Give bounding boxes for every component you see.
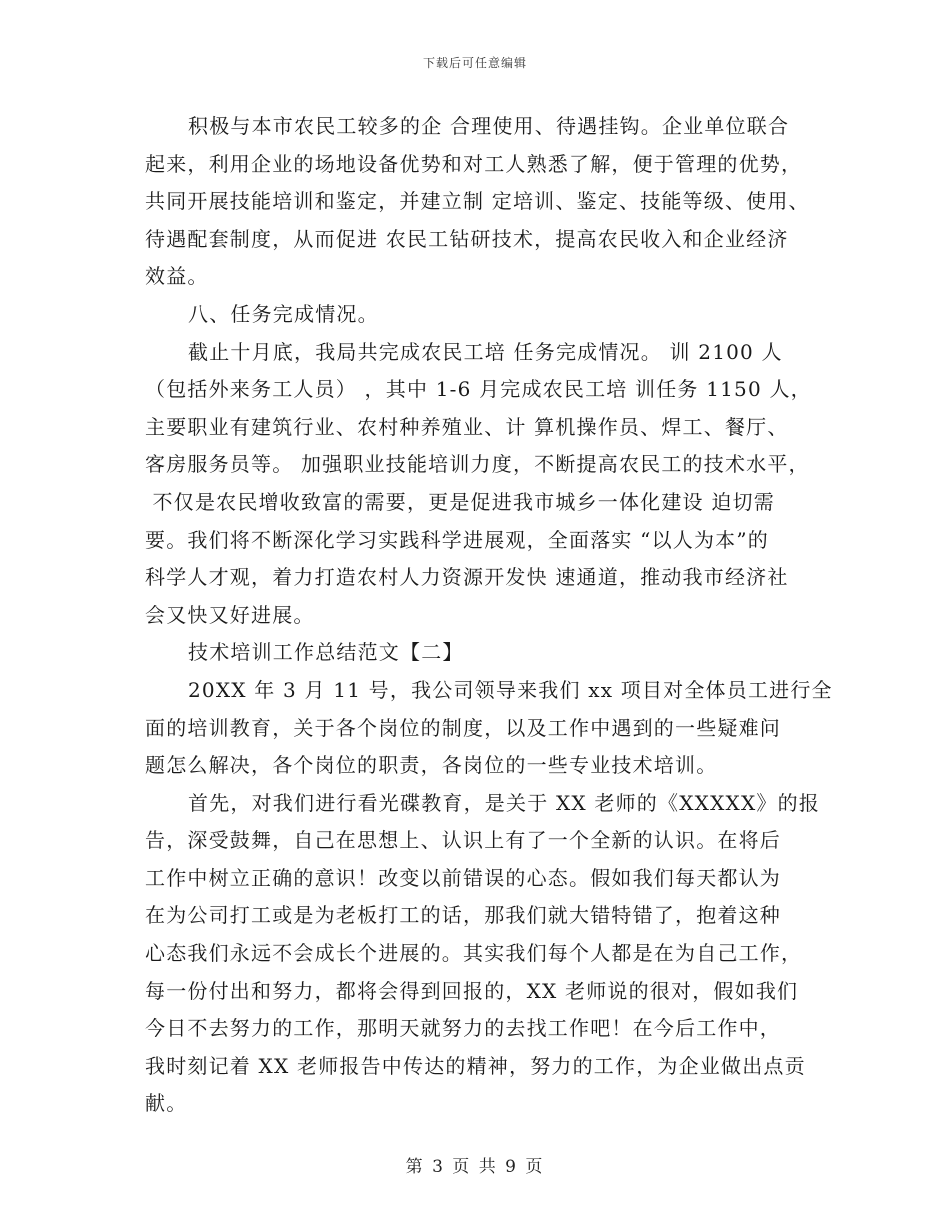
body-line: 告，深受鼓舞，自己在思想上、认识上有了一个全新的认识。在将后 bbox=[145, 828, 781, 853]
body-line: 会又快又好进展。 bbox=[145, 602, 315, 627]
body-line: 在为公司打工或是为老板打工的话，那我们就大错特错了，抱着这种 bbox=[145, 903, 781, 928]
body-line: 待遇配套制度，从而促进 农民工钻研技术，提高农民收入和企业经济 bbox=[145, 226, 789, 251]
page-number: 第 3 页 共 9 页 bbox=[405, 1157, 545, 1177]
body-line: 效益。 bbox=[145, 264, 209, 289]
body-line: 客房服务员等。 加强职业技能培训力度，不断提高农民工的技术水平， bbox=[145, 452, 810, 477]
body-line: 今日不去努力的工作，那明天就努力的去找工作吧！在今后工作中， bbox=[145, 1016, 781, 1041]
section-heading: 八、任务完成情况。 bbox=[188, 301, 379, 326]
body-line: 要。我们将不断深化学习实践科学进展观，全面落实 “以人为本”的 bbox=[145, 527, 770, 552]
page-header: 下载后可任意编辑 bbox=[422, 56, 527, 70]
body-line: 心态我们永远不会成长个进展的。其实我们每个人都是在为自己工作， bbox=[145, 941, 803, 966]
body-line: 起来，利用企业的场地设备优势和对工人熟悉了解，便于管理的优势， bbox=[145, 151, 803, 176]
body-line: 科学人才观，着力打造农村人力资源开发快 速通道，推动我市经济社 bbox=[145, 565, 789, 590]
body-line: 工作中树立正确的意识！改变以前错误的心态。假如我们每天都认为 bbox=[145, 865, 781, 890]
body-line: 主要职业有建筑行业、农村种养殖业、计 算机操作员、焊工、餐厅、 bbox=[145, 414, 789, 439]
section-title: 技术培训工作总结范文【二】 bbox=[188, 640, 464, 665]
body-line: 不仅是农民增收致富的需要，更是促进我市城乡一体化建设 迫切需 bbox=[145, 489, 775, 514]
body-line: 积极与本市农民工较多的企 合理使用、待遇挂钩。企业单位联合 bbox=[188, 114, 790, 138]
body-line: 每一份付出和努力，都将会得到回报的，XX 老师说的很对，假如我们 bbox=[145, 978, 799, 1003]
body-line: 20XX 年 3 月 11 号，我公司领导来我们 xx 项目对全体员工进行全 bbox=[188, 677, 833, 702]
body-line: 我时刻记着 XX 老师报告中传达的精神，努力的工作，为企业做出点贡 bbox=[145, 1053, 806, 1078]
body-line: 题怎么解决，各个岗位的职责，各岗位的一些专业技术培训。 bbox=[145, 753, 718, 778]
body-line: 首先，对我们进行看光碟教育，是关于 XX 老师的《XXXXX》的报 bbox=[188, 790, 820, 815]
body-line: 截止十月底，我局共完成农民工培 任务完成情况。 训 2100 人 bbox=[188, 339, 783, 364]
body-line: 献。 bbox=[145, 1091, 188, 1116]
body-line: （包括外来务工人员） ，其中 1-6 月完成农民工培 训任务 1150 人， bbox=[145, 377, 812, 402]
body-line: 共同开展技能培训和鉴定，并建立制 定培训、鉴定、技能等级、使用、 bbox=[145, 189, 810, 214]
document-body bbox=[145, 108, 833, 1123]
body-line: 面的培训教育，关于各个岗位的制度，以及工作中遇到的一些疑难问 bbox=[145, 715, 781, 740]
